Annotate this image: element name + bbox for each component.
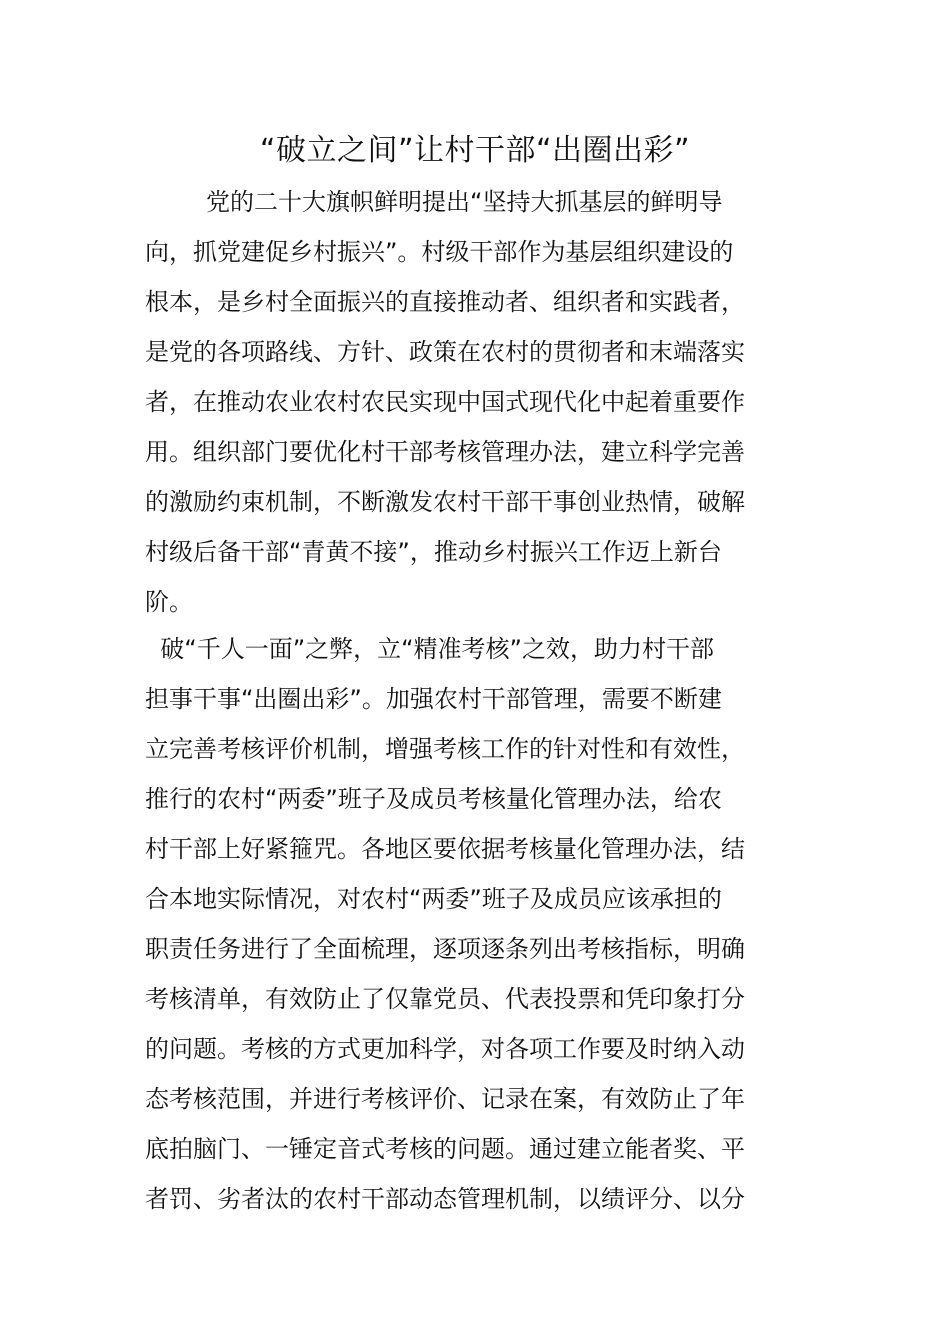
text-line: 是党的各项路线、方针、政策在农村的贯彻者和末端落实: [145, 338, 745, 366]
text-line: 村干部上好紧箍咒。各地区要依据考核量化管理办法，结: [145, 835, 745, 863]
text-line: 向，抓党建促乡村振兴”。村级干部作为基层组织建设的: [145, 238, 734, 266]
text-line: 考核清单，有效防止了仅靠党员、代表投票和凭印象打分: [145, 985, 745, 1013]
text-line: 根本，是乡村全面振兴的直接推动者、组织者和实践者，: [145, 288, 745, 316]
text-line: 合本地实际情况，对农村“两委”班子及成员应该承担的: [145, 885, 722, 913]
text-line: 推行的农村“两委”班子及成员考核量化管理办法，给农: [145, 785, 722, 813]
text-line: 者罚、劣者汰的农村干部动态管理机制，以绩评分、以分: [145, 1185, 745, 1213]
page-title: “破立之间”让村干部“出圈出彩”: [259, 133, 691, 168]
text-line: 职责任务进行了全面梳理，逐项逐条列出考核指标，明确: [145, 935, 745, 963]
text-line: 立完善考核评价机制，增强考核工作的针对性和有效性，: [145, 735, 745, 763]
paragraph-1: [145, 177, 810, 627]
text-line: 的问题。考核的方式更加科学，对各项工作要及时纳入动: [145, 1035, 745, 1063]
text-line: 破“千人一面”之弊，立“精准考核”之效，助力村干部: [145, 635, 714, 663]
text-line: 的激励约束机制，不断激发农村干部干事创业热情，破解: [145, 488, 745, 516]
text-line: 用。组织部门要优化村干部考核管理办法，建立科学完善: [145, 438, 745, 466]
text-line: 态考核范围，并进行考核评价、记录在案，有效防止了年: [145, 1085, 745, 1113]
text-line: 阶。: [145, 588, 193, 616]
text-line: 担事干事“出圈出彩”。加强农村干部管理，需要不断建: [145, 685, 722, 713]
paragraph-2: [145, 624, 810, 1224]
text-line: 村级后备干部“青黄不接”，推动乡村振兴工作迈上新台: [145, 538, 722, 566]
text-line: 者，在推动农业农村农民实现中国式现代化中起着重要作: [145, 388, 745, 416]
text-line: 底拍脑门、一锤定音式考核的问题。通过建立能者奖、平: [145, 1135, 745, 1163]
text-line: 党的二十大旗帜鲜明提出“坚持大抓基层的鲜明导: [145, 188, 723, 216]
